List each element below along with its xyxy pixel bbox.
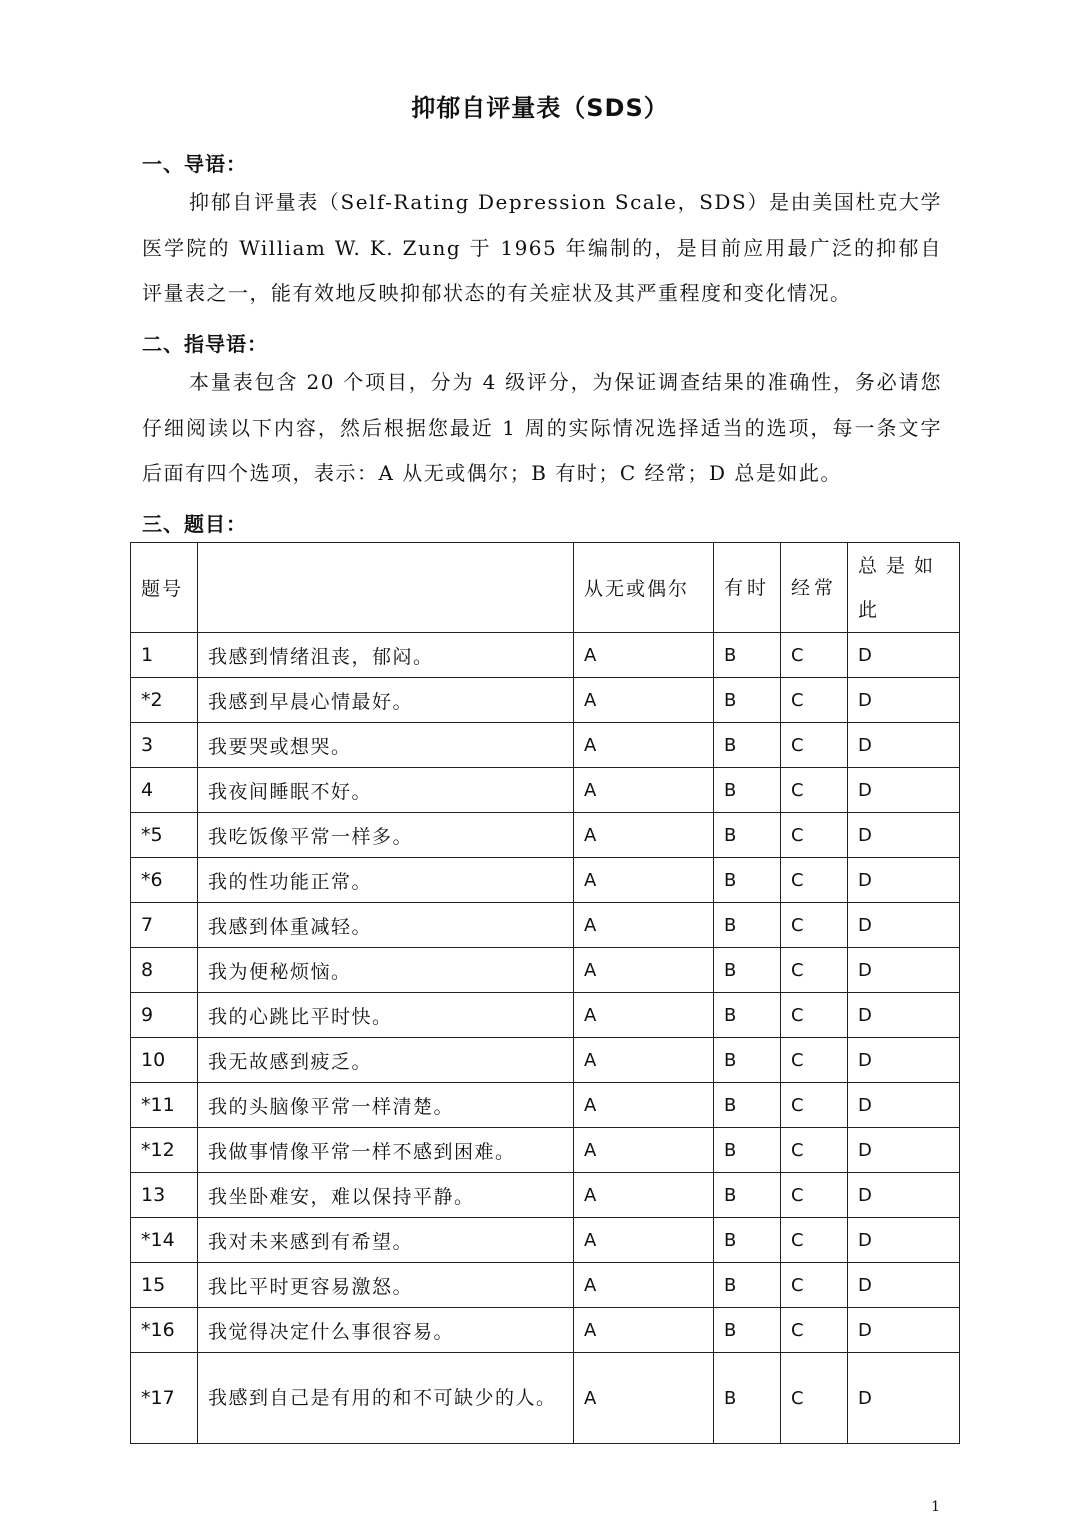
item-option-a: A: [574, 678, 714, 723]
item-option-c: C: [781, 1038, 848, 1083]
item-option-d: D: [848, 633, 960, 678]
item-question: 我对未来感到有希望。: [198, 1218, 574, 1263]
item-option-a: A: [574, 858, 714, 903]
item-option-c: C: [781, 903, 848, 948]
item-number: 8: [131, 948, 198, 993]
item-number: 10: [131, 1038, 198, 1083]
item-option-a: A: [574, 723, 714, 768]
item-option-a: A: [574, 1083, 714, 1128]
item-option-d: D: [848, 723, 960, 768]
item-option-b: B: [714, 1128, 781, 1173]
table-row: [131, 1263, 960, 1308]
item-question: 我的心跳比平时快。: [198, 993, 574, 1038]
item-option-a: A: [574, 813, 714, 858]
item-option-a: A: [574, 1173, 714, 1218]
item-question: 我感到情绪沮丧，郁闷。: [198, 633, 574, 678]
header-option-d: 总是如此: [848, 543, 960, 633]
item-question: 我感到体重减轻。: [198, 903, 574, 948]
item-option-c: C: [781, 813, 848, 858]
item-question: 我做事情像平常一样不感到困难。: [198, 1128, 574, 1173]
item-option-c: C: [781, 1263, 848, 1308]
table-row: [131, 813, 960, 858]
table-row: [131, 1038, 960, 1083]
item-option-c: C: [781, 858, 848, 903]
item-question: 我吃饭像平常一样多。: [198, 813, 574, 858]
item-number: *6: [131, 858, 198, 903]
item-option-c: C: [781, 633, 848, 678]
item-option-a: A: [574, 633, 714, 678]
item-option-c: C: [781, 1353, 848, 1444]
item-question: 我的头脑像平常一样清楚。: [198, 1083, 574, 1128]
page-number: 1: [931, 1499, 940, 1515]
item-option-d: D: [848, 948, 960, 993]
item-option-d: D: [848, 1263, 960, 1308]
item-option-b: B: [714, 993, 781, 1038]
item-number: 1: [131, 633, 198, 678]
item-option-a: A: [574, 993, 714, 1038]
item-option-d: D: [848, 1128, 960, 1173]
item-option-c: C: [781, 1218, 848, 1263]
section-heading-instructions: 二、指导语：: [142, 332, 268, 356]
table-row: [131, 1218, 960, 1263]
item-option-d: D: [848, 1308, 960, 1353]
table-row: [131, 1173, 960, 1218]
header-option-b: 有时: [714, 543, 781, 633]
item-option-d: D: [848, 1038, 960, 1083]
section-heading-intro: 一、导语：: [142, 152, 247, 176]
item-option-b: B: [714, 903, 781, 948]
item-option-c: C: [781, 723, 848, 768]
item-option-b: B: [714, 1263, 781, 1308]
item-question: 我无故感到疲乏。: [198, 1038, 574, 1083]
item-number: *16: [131, 1308, 198, 1353]
item-question: 我感到自己是有用的和不可缺少的人。: [198, 1353, 574, 1444]
item-option-b: B: [714, 1308, 781, 1353]
item-number: 13: [131, 1173, 198, 1218]
item-option-b: B: [714, 633, 781, 678]
item-number: *17: [131, 1353, 198, 1444]
item-option-b: B: [714, 723, 781, 768]
item-option-a: A: [574, 1263, 714, 1308]
table-row: [131, 633, 960, 678]
table-row: [131, 768, 960, 813]
item-question: 我感到早晨心情最好。: [198, 678, 574, 723]
item-option-b: B: [714, 1353, 781, 1444]
item-option-d: D: [848, 768, 960, 813]
item-option-d: D: [848, 1353, 960, 1444]
item-option-d: D: [848, 1218, 960, 1263]
item-number: *5: [131, 813, 198, 858]
item-option-b: B: [714, 948, 781, 993]
item-option-b: B: [714, 768, 781, 813]
item-option-b: B: [714, 813, 781, 858]
item-number: *2: [131, 678, 198, 723]
section-heading-items: 三、题目：: [142, 512, 247, 536]
item-option-b: B: [714, 858, 781, 903]
item-option-b: B: [714, 678, 781, 723]
table-row: [131, 678, 960, 723]
table-body: [131, 633, 960, 1444]
item-option-a: A: [574, 768, 714, 813]
item-number: 7: [131, 903, 198, 948]
item-option-a: A: [574, 1128, 714, 1173]
item-option-c: C: [781, 1308, 848, 1353]
table-row: [131, 1308, 960, 1353]
item-option-d: D: [848, 903, 960, 948]
table-row: [131, 858, 960, 903]
item-number: 3: [131, 723, 198, 768]
items-table: [130, 542, 960, 1444]
table-header-row: [131, 543, 960, 633]
item-option-c: C: [781, 993, 848, 1038]
table-row: [131, 1083, 960, 1128]
item-option-d: D: [848, 993, 960, 1038]
item-question: 我的性功能正常。: [198, 858, 574, 903]
table-row: [131, 1128, 960, 1173]
item-number: 4: [131, 768, 198, 813]
item-number: *11: [131, 1083, 198, 1128]
item-option-c: C: [781, 1128, 848, 1173]
item-number: 15: [131, 1263, 198, 1308]
item-question: 我为便秘烦恼。: [198, 948, 574, 993]
header-option-a: 从无或偶尔: [574, 543, 714, 633]
item-option-d: D: [848, 813, 960, 858]
item-option-d: D: [848, 1083, 960, 1128]
item-question: 我比平时更容易激怒。: [198, 1263, 574, 1308]
item-question: 我夜间睡眠不好。: [198, 768, 574, 813]
item-option-a: A: [574, 1218, 714, 1263]
header-question: [198, 543, 574, 633]
item-option-a: A: [574, 903, 714, 948]
item-question: 我坐卧难安，难以保持平静。: [198, 1173, 574, 1218]
item-number: *12: [131, 1128, 198, 1173]
item-option-c: C: [781, 678, 848, 723]
item-option-a: A: [574, 1308, 714, 1353]
page-title: 抑郁自评量表（SDS）: [411, 94, 669, 122]
item-question: 我要哭或想哭。: [198, 723, 574, 768]
table-row: [131, 993, 960, 1038]
item-option-c: C: [781, 948, 848, 993]
item-question: 我觉得决定什么事很容易。: [198, 1308, 574, 1353]
item-option-d: D: [848, 678, 960, 723]
item-number: 9: [131, 993, 198, 1038]
item-option-a: A: [574, 1353, 714, 1444]
table-row: [131, 903, 960, 948]
header-number: 题号: [131, 543, 198, 633]
item-option-d: D: [848, 1173, 960, 1218]
item-option-b: B: [714, 1173, 781, 1218]
intro-paragraph: 抑郁自评量表（Self-Rating Depression Scale，SDS）是由美国杜克大学医学院的 William W. K. Zung 于 1965 年编制的，是目前应用最广泛的抑郁自评量表之一，能有效地反映抑郁状态的有关症状及其严重程度和变化情况。: [142, 190, 942, 305]
item-option-d: D: [848, 858, 960, 903]
item-option-b: B: [714, 1083, 781, 1128]
item-option-b: B: [714, 1218, 781, 1263]
item-option-a: A: [574, 948, 714, 993]
item-option-a: A: [574, 1038, 714, 1083]
header-option-c: 经常: [781, 543, 848, 633]
item-number: *14: [131, 1218, 198, 1263]
table-row: [131, 948, 960, 993]
item-option-c: C: [781, 1083, 848, 1128]
table-row: [131, 1353, 960, 1444]
table-row: [131, 723, 960, 768]
item-option-c: C: [781, 768, 848, 813]
instructions-paragraph: 本量表包含 20 个项目，分为 4 级评分，为保证调查结果的准确性，务必请您仔细阅读以下内容，然后根据您最近 1 周的实际情况选择适当的选项，每一条文字后面有四个选项，表示：A 从无或偶尔；B 有时；C 经常；D 总是如此。: [142, 370, 942, 485]
item-option-b: B: [714, 1038, 781, 1083]
item-option-c: C: [781, 1173, 848, 1218]
